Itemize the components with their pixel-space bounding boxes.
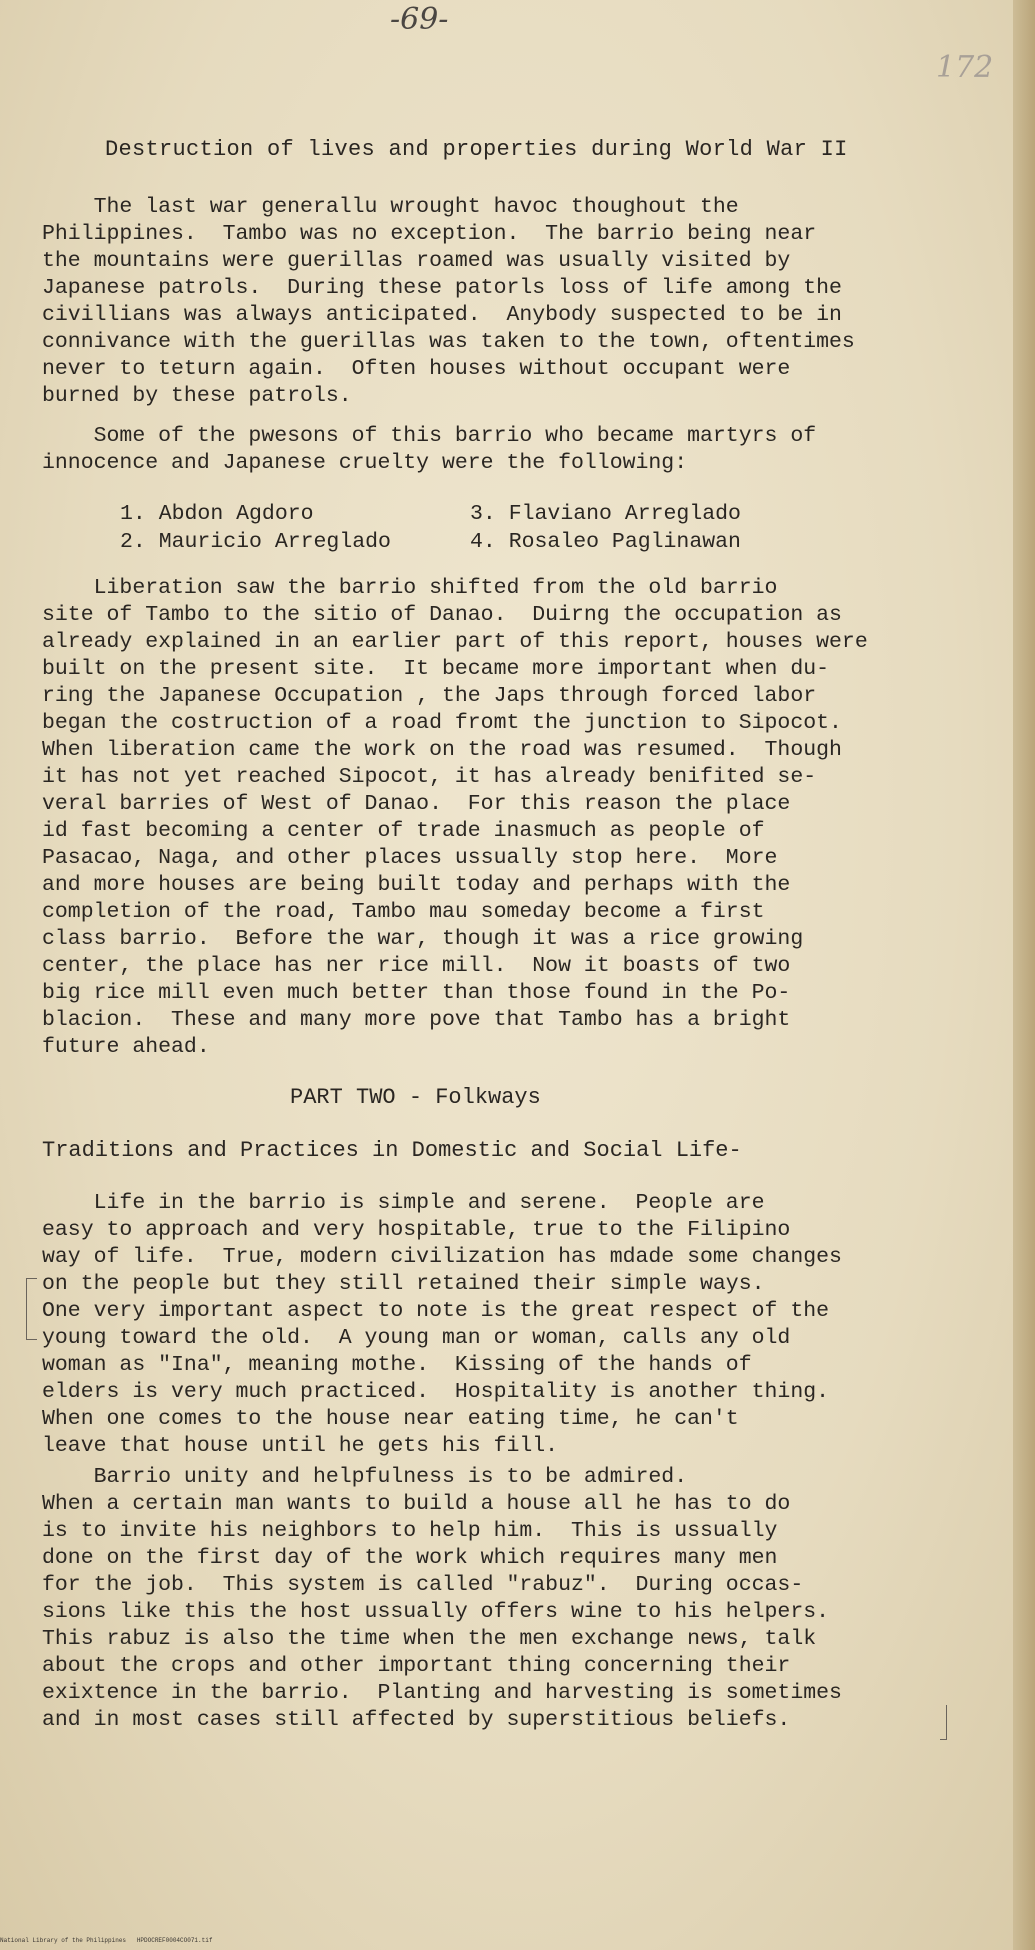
section-heading: Destruction of lives and properties during World War II	[105, 137, 848, 162]
margin-bracket-mark	[940, 1705, 947, 1740]
part-heading: PART TWO - Folkways	[290, 1085, 541, 1110]
archive-footer: National Library of the Philippines HPDOCREF0004CO071.tif	[0, 1937, 213, 1944]
page-edge-shadow	[1013, 0, 1035, 1950]
list-item: 4. Rosaleo Paglinawan	[470, 530, 741, 554]
paragraph-barrio-life: Life in the barrio is simple and serene. People are easy to approach and very hospitable, true to the Filipino way of life. True, modern civilization has mdade some changes on the people but they still retained their simple ways. One very important aspect to note is the great respect of the young toward the old. A young man or woman, calls any old woman as "Ina", meaning mothe. Kissing of the hands of elders is very much practiced. Hospitality is another thing. When one comes to the house near eating time, he can't leave that house until he gets his fill.	[42, 1191, 842, 1458]
paragraph-liberation: Liberation saw the barrio shifted from the old barrio site of Tambo to the sitio of Danao. Duirng the occupation as already explained in an earlier part of this report, houses were built on the present site. It became more important when du- ring the Japanese Occupation , the Japs through forced labor began the costruction of a road fromt the junction to Sipocot. When liberation came the work on the road was resumed. Though it has not yet reached Sipocot, it has already benifited se- veral barries of West of Danao. For this reason the place id fast becoming a center of trade inasmuch as people of Pasacao, Naga, and other places ussually stop here. More and more houses are being built today and perhaps with the completion of the road, Tambo mau someday become a first class barrio. Before the war, though it was a rice growing center, the place has ner rice mill. Now it boasts of two big rice mill even much better than those found in the Po- blacion. These and many more pove that Tambo has a bright future ahead.	[42, 576, 868, 1059]
paragraph-barrio-unity: Barrio unity and helpfulness is to be admired. When a certain man wants to build a house all he has to do is to invite his neighbors to help him. This is ussually done on the first day of the work which requires many men for the job. This system is called "rabuz". During occas- sions like this the host ussually offers wine to his helpers. This rabuz is also the time when the men exchange news, talk about the crops and other important thing concerning their exixtence in the barrio. Planting and harvesting is sometimes and in most cases still affected by superstitious beliefs.	[42, 1465, 842, 1732]
margin-bracket-mark	[26, 1278, 37, 1340]
paragraph-martyrs-intro: Some of the pwesons of this barrio who became martyrs of innocence and Japanese cruelty were the following:	[42, 424, 817, 475]
martyrs-list	[120, 500, 820, 556]
paragraph-war-havoc: The last war generallu wrought havoc thoughout the Philippines. Tambo was no exception. The barrio being near the mountains were guerillas roamed was usually visited by Japanese patrols. During these patorls loss of life among the civillians was always anticipated. Anybody suspected to be in connivance with the guerillas was taken to the town, oftentimes never to teturn again. Often houses without occupant were burned by these patrols.	[42, 195, 855, 408]
archive-stamp-number: 172	[936, 50, 994, 85]
list-item: 1. Abdon Agdoro	[120, 502, 314, 526]
page-number: -69-	[390, 2, 449, 37]
list-item: 3. Flaviano Arreglado	[470, 502, 741, 526]
sub-heading: Traditions and Practices in Domestic and Social Life-	[42, 1138, 742, 1163]
list-item: 2. Mauricio Arreglado	[120, 530, 391, 554]
